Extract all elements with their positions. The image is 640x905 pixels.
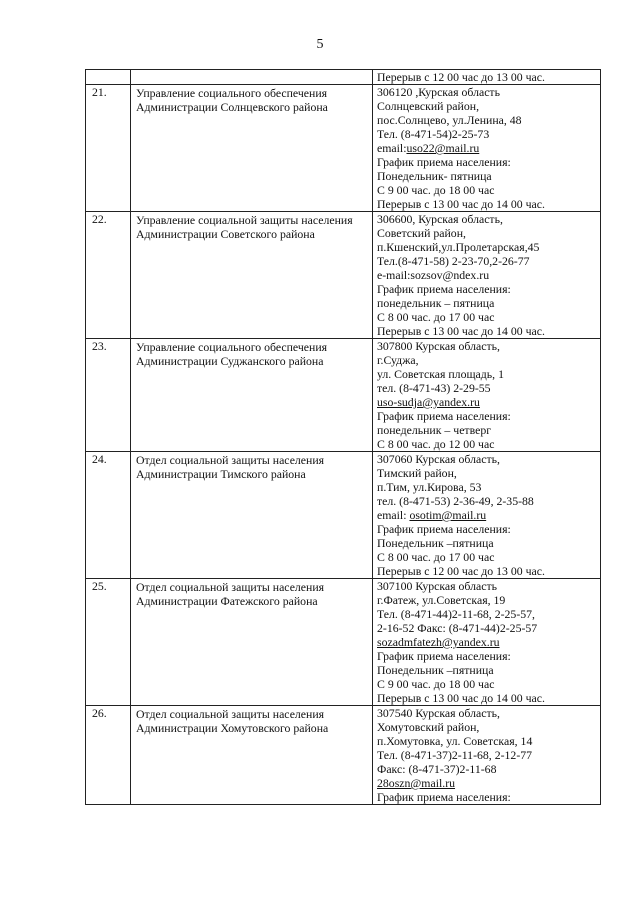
contact-cell <box>373 339 601 452</box>
email-line: e-mail:sozsov@ndex.ru <box>377 268 490 282</box>
break-hours: Перерыв с 12 00 час до 13 00 час. <box>377 564 545 578</box>
schedule-days: понедельник – четверг <box>377 423 492 437</box>
contact-cell <box>373 706 601 805</box>
name-cell <box>131 70 373 85</box>
social-services-table <box>85 69 601 805</box>
schedule-hours: С 9 00 час. до 18 00 час <box>377 677 495 691</box>
schedule-heading: График приема населения: <box>377 282 511 296</box>
table-row <box>86 706 601 805</box>
contact-cell <box>373 579 601 706</box>
address-line: 307800 Курская область, <box>377 339 500 353</box>
schedule-heading: График приема населения: <box>377 409 511 423</box>
break-hours: Перерыв с 13 00 час до 14 00 час. <box>377 691 545 705</box>
break-hours: Перерыв с 13 00 час до 14 00 час. <box>377 324 545 338</box>
phone-line: Тел. (8-471-44)2-11-68, 2-25-57, <box>377 607 535 621</box>
fax-line: Факс: (8-471-37)2-11-68 <box>377 762 497 776</box>
phone-line: тел. (8-471-53) 2-36-49, 2-35-88 <box>377 494 534 508</box>
number-cell <box>86 70 131 85</box>
phone-line: Тел. (8-471-54)2-25-73 <box>377 127 490 141</box>
table-row <box>86 339 601 452</box>
organization-name: Управление социального обеспечения Администрации Суджанского района <box>131 339 373 452</box>
email-label: email: <box>377 141 407 155</box>
page-number: 5 <box>316 37 324 52</box>
email-link[interactable]: uso22@mail.ru <box>406 141 480 155</box>
email-link[interactable]: uso-sudja@yandex.ru <box>377 395 480 409</box>
address-line: Хомутовский район, <box>377 720 480 734</box>
schedule-heading: График приема населения: <box>377 522 511 536</box>
schedule-days: Понедельник –пятница <box>377 536 494 550</box>
schedule-hours: С 8 00 час. до 17 00 час <box>377 310 495 324</box>
table-row <box>86 579 601 706</box>
break-hours: Перерыв с 12 00 час до 13 00 час. <box>377 70 545 84</box>
address-line: Солнцевский район, <box>377 99 480 113</box>
address-line: пос.Солнцево, ул.Ленина, 48 <box>377 113 522 127</box>
contact-cell <box>373 70 601 85</box>
address-line: ул. Советская площадь, 1 <box>377 367 504 381</box>
contact-cell <box>373 452 601 579</box>
table-row <box>86 85 601 212</box>
schedule-heading: График приема населения: <box>377 155 511 169</box>
email-link[interactable]: osotim@mail.ru <box>409 508 487 522</box>
phone-line: Тел. (8-471-37)2-11-68, 2-12-77 <box>377 748 533 762</box>
address-line: 307540 Курская область, <box>377 706 500 720</box>
address-line: Советский район, <box>377 226 466 240</box>
entry-number: 24. <box>86 452 131 579</box>
organization-name: Управление социальной защиты населения Администрации Советского района <box>131 212 373 339</box>
email-link[interactable]: sozadmfatezh@yandex.ru <box>377 635 500 649</box>
address-line: г.Суджа, <box>377 353 419 367</box>
address-line: п.Тим, ул.Кирова, 53 <box>377 480 482 494</box>
fax-line: 2-16-52 Факс: (8-471-44)2-25-57 <box>377 621 538 635</box>
address-line: 307100 Курская область <box>377 579 498 593</box>
schedule-days: понедельник – пятница <box>377 296 495 310</box>
organization-name: Отдел социальной защиты населения Администрации Тимского района <box>131 452 373 579</box>
table-row <box>86 212 601 339</box>
entry-number: 22. <box>86 212 131 339</box>
entry-number: 23. <box>86 339 131 452</box>
table-row <box>86 452 601 579</box>
address-line: 306120 ,Курская область <box>377 85 500 99</box>
table-row <box>86 70 601 85</box>
address-line: 307060 Курская область, <box>377 452 500 466</box>
address-line: г.Фатеж, ул.Советская, 19 <box>377 593 506 607</box>
schedule-heading: График приема населения: <box>377 649 511 663</box>
email-line <box>377 508 598 522</box>
email-link[interactable]: 28oszn@mail.ru <box>377 776 456 790</box>
phone-line: Тел.(8-471-58) 2-23-70,2-26-77 <box>377 254 530 268</box>
schedule-heading: График приема населения: <box>377 790 511 804</box>
contact-cell <box>373 212 601 339</box>
entry-number: 26. <box>86 706 131 805</box>
phone-line: тел. (8-471-43) 2-29-55 <box>377 381 491 395</box>
schedule-hours: С 8 00 час. до 17 00 час <box>377 550 495 564</box>
organization-name: Управление социального обеспечения Администрации Солнцевского района <box>131 85 373 212</box>
entry-number: 21. <box>86 85 131 212</box>
address-line: п.Хомутовка, ул. Советская, 14 <box>377 734 533 748</box>
organization-name: Отдел социальной защиты населения Администрации Хомутовского района <box>131 706 373 805</box>
schedule-days: Понедельник –пятница <box>377 663 494 677</box>
address-line: Тимский район, <box>377 466 457 480</box>
schedule-hours: С 8 00 час. до 12 00 час <box>377 437 495 451</box>
email-label: email: <box>377 508 410 522</box>
contact-cell <box>373 85 601 212</box>
break-hours: Перерыв с 13 00 час до 14 00 час. <box>377 197 545 211</box>
address-line: п.Кшенский,ул.Пролетарская,45 <box>377 240 540 254</box>
schedule-hours: С 9 00 час. до 18 00 час <box>377 183 495 197</box>
email-line <box>377 141 598 155</box>
address-line: 306600, Курская область, <box>377 212 503 226</box>
entry-number: 25. <box>86 579 131 706</box>
organization-name: Отдел социальной защиты населения Администрации Фатежского района <box>131 579 373 706</box>
schedule-days: Понедельник- пятница <box>377 169 492 183</box>
